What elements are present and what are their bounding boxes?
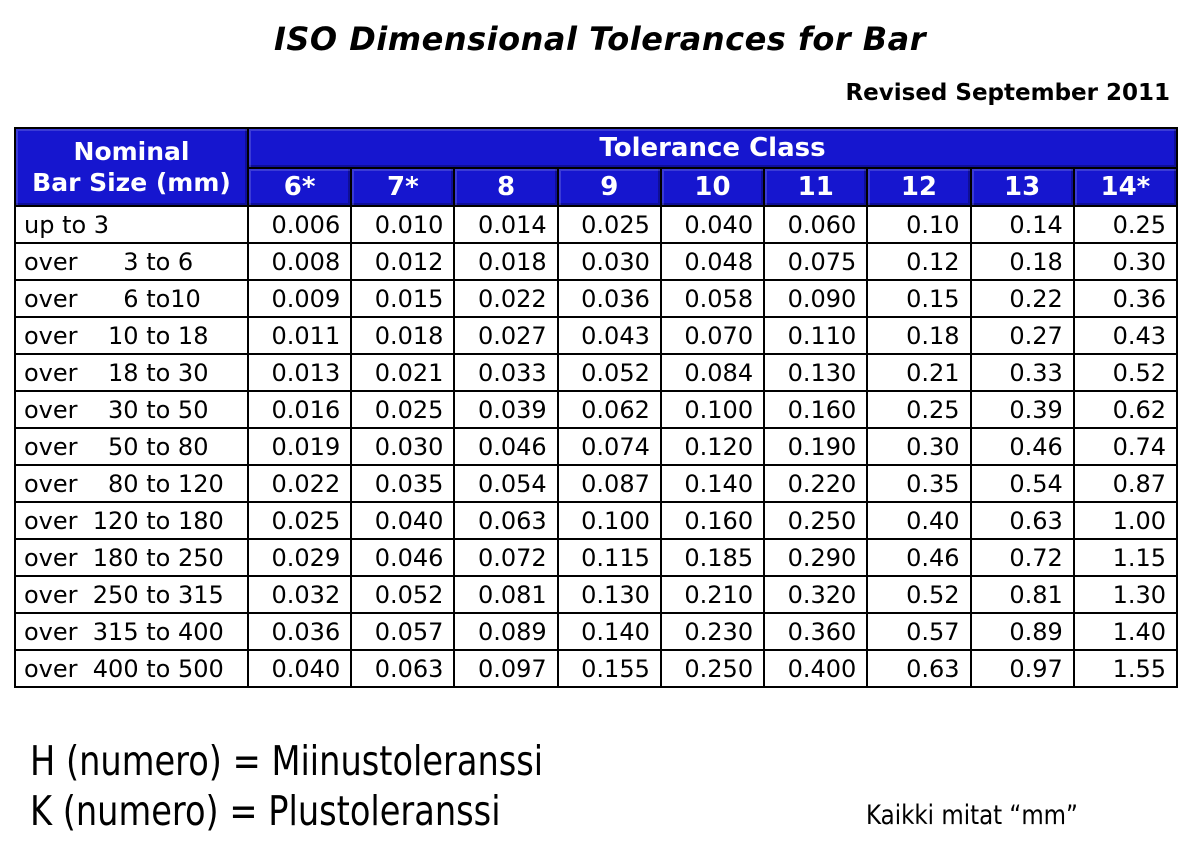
tolerance-value-cell: 0.15	[867, 280, 970, 317]
tolerance-value-cell: 0.081	[454, 576, 557, 613]
tolerance-table	[14, 127, 1178, 688]
bar-size-label: over 80 to 120	[15, 465, 248, 502]
bar-size-label: over 30 to 50	[15, 391, 248, 428]
legend-minus-tolerance: H (numero) = Miinustoleranssi	[30, 737, 544, 785]
class-column-header: 8	[454, 168, 557, 206]
tolerance-value-cell: 0.018	[454, 243, 557, 280]
tolerance-value-cell: 0.072	[454, 539, 557, 576]
tolerance-value-cell: 0.052	[558, 354, 661, 391]
tolerance-value-cell: 0.084	[661, 354, 764, 391]
bar-size-label: over 50 to 80	[15, 428, 248, 465]
bar-size-label: over 120 to 180	[15, 502, 248, 539]
tolerance-value-cell: 0.46	[971, 428, 1074, 465]
tolerance-value-cell: 0.018	[351, 317, 454, 354]
tolerance-value-cell: 0.060	[764, 206, 867, 243]
tolerance-value-cell: 0.087	[558, 465, 661, 502]
table-row	[15, 243, 1177, 280]
tolerance-value-cell: 1.15	[1074, 539, 1177, 576]
page-title: ISO Dimensional Tolerances for Bar	[273, 20, 927, 58]
tolerance-value-cell: 0.400	[764, 650, 867, 687]
tolerance-value-cell: 0.057	[351, 613, 454, 650]
tolerance-value-cell: 0.10	[867, 206, 970, 243]
tolerance-value-cell: 0.011	[248, 317, 351, 354]
tolerance-value-cell: 0.46	[867, 539, 970, 576]
class-column-header: 6*	[248, 168, 351, 206]
tolerance-value-cell: 0.63	[867, 650, 970, 687]
nominal-bar-size-header	[15, 128, 248, 206]
bar-size-label: over 10 to 18	[15, 317, 248, 354]
class-column-header: 10	[661, 168, 764, 206]
tolerance-value-cell: 0.046	[351, 539, 454, 576]
tolerance-value-cell: 0.27	[971, 317, 1074, 354]
tolerance-value-cell: 0.290	[764, 539, 867, 576]
tolerance-value-cell: 0.35	[867, 465, 970, 502]
table-header	[15, 128, 1177, 206]
tolerance-value-cell: 0.012	[351, 243, 454, 280]
table-row	[15, 428, 1177, 465]
tolerance-value-cell: 0.100	[661, 391, 764, 428]
tolerance-value-cell: 0.72	[971, 539, 1074, 576]
class-column-header: 13	[971, 168, 1074, 206]
bar-size-label: over 6 to10	[15, 280, 248, 317]
tolerance-value-cell: 0.18	[867, 317, 970, 354]
tolerance-value-cell: 0.033	[454, 354, 557, 391]
tolerance-value-cell: 0.155	[558, 650, 661, 687]
nominal-header-line2: Bar Size (mm)	[32, 168, 231, 197]
table-row	[15, 280, 1177, 317]
units-note: Kaikki mitat “mm”	[866, 800, 1078, 831]
class-column-header: 9	[558, 168, 661, 206]
tolerance-value-cell: 0.30	[867, 428, 970, 465]
tolerance-value-cell: 0.52	[1074, 354, 1177, 391]
tolerance-value-cell: 0.18	[971, 243, 1074, 280]
class-column-header: 11	[764, 168, 867, 206]
tolerance-value-cell: 0.032	[248, 576, 351, 613]
tolerance-value-cell: 1.40	[1074, 613, 1177, 650]
tolerance-value-cell: 0.040	[248, 650, 351, 687]
revision-date: Revised September 2011	[845, 80, 1170, 106]
nominal-header-line1: Nominal	[73, 136, 190, 166]
table-row	[15, 650, 1177, 687]
tolerance-value-cell: 0.160	[764, 391, 867, 428]
tolerance-value-cell: 0.190	[764, 428, 867, 465]
class-column-header: 7*	[351, 168, 454, 206]
tolerance-value-cell: 0.36	[1074, 280, 1177, 317]
tolerance-value-cell: 1.30	[1074, 576, 1177, 613]
tolerance-legend	[30, 736, 543, 836]
bar-size-label: over 250 to 315	[15, 576, 248, 613]
tolerance-value-cell: 0.43	[1074, 317, 1177, 354]
table-row	[15, 317, 1177, 354]
tolerance-value-cell: 0.57	[867, 613, 970, 650]
tolerance-value-cell: 0.008	[248, 243, 351, 280]
tolerance-value-cell: 0.30	[1074, 243, 1177, 280]
tolerance-value-cell: 0.140	[661, 465, 764, 502]
tolerance-value-cell: 0.030	[558, 243, 661, 280]
bar-size-label: over 315 to 400	[15, 613, 248, 650]
table-row	[15, 354, 1177, 391]
tolerance-value-cell: 0.036	[248, 613, 351, 650]
table-row	[15, 576, 1177, 613]
table-row	[15, 502, 1177, 539]
tolerance-value-cell: 0.220	[764, 465, 867, 502]
tolerance-value-cell: 0.063	[454, 502, 557, 539]
class-column-header: 14*	[1074, 168, 1177, 206]
tolerance-value-cell: 0.048	[661, 243, 764, 280]
tolerance-value-cell: 0.039	[454, 391, 557, 428]
tolerance-value-cell: 0.019	[248, 428, 351, 465]
table-row	[15, 465, 1177, 502]
tolerance-value-cell: 0.110	[764, 317, 867, 354]
tolerance-value-cell: 0.130	[558, 576, 661, 613]
tolerance-value-cell: 0.013	[248, 354, 351, 391]
tolerance-value-cell: 0.25	[1074, 206, 1177, 243]
tolerance-value-cell: 0.81	[971, 576, 1074, 613]
tolerance-value-cell: 0.89	[971, 613, 1074, 650]
tolerance-value-cell: 0.230	[661, 613, 764, 650]
tolerance-value-cell: 0.022	[454, 280, 557, 317]
tolerance-value-cell: 0.022	[248, 465, 351, 502]
tolerance-value-cell: 0.015	[351, 280, 454, 317]
tolerance-value-cell: 0.009	[248, 280, 351, 317]
tolerance-value-cell: 0.052	[351, 576, 454, 613]
tolerance-value-cell: 1.55	[1074, 650, 1177, 687]
tolerance-value-cell: 0.100	[558, 502, 661, 539]
tolerance-value-cell: 0.115	[558, 539, 661, 576]
tolerance-value-cell: 0.74	[1074, 428, 1177, 465]
tolerance-value-cell: 0.010	[351, 206, 454, 243]
tolerance-value-cell: 0.160	[661, 502, 764, 539]
class-column-header: 12	[867, 168, 970, 206]
tolerance-value-cell: 0.12	[867, 243, 970, 280]
tolerance-value-cell: 0.075	[764, 243, 867, 280]
tolerance-value-cell: 0.320	[764, 576, 867, 613]
bar-size-label: up to 3	[15, 206, 248, 243]
tolerance-value-cell: 0.130	[764, 354, 867, 391]
tolerance-value-cell: 0.210	[661, 576, 764, 613]
tolerance-value-cell: 0.040	[661, 206, 764, 243]
tolerance-value-cell: 0.070	[661, 317, 764, 354]
tolerance-value-cell: 0.63	[971, 502, 1074, 539]
table-row	[15, 539, 1177, 576]
tolerance-value-cell: 0.030	[351, 428, 454, 465]
table-row	[15, 613, 1177, 650]
tolerance-value-cell: 0.089	[454, 613, 557, 650]
table-row	[15, 391, 1177, 428]
tolerance-value-cell: 0.39	[971, 391, 1074, 428]
bar-size-label: over 400 to 500	[15, 650, 248, 687]
tolerance-value-cell: 0.62	[1074, 391, 1177, 428]
tolerance-value-cell: 0.058	[661, 280, 764, 317]
tolerance-value-cell: 0.090	[764, 280, 867, 317]
tolerance-value-cell: 0.016	[248, 391, 351, 428]
tolerance-value-cell: 0.021	[351, 354, 454, 391]
tolerance-value-cell: 0.006	[248, 206, 351, 243]
tolerance-value-cell: 0.360	[764, 613, 867, 650]
tolerance-value-cell: 0.21	[867, 354, 970, 391]
tolerance-value-cell: 0.22	[971, 280, 1074, 317]
tolerance-value-cell: 0.250	[764, 502, 867, 539]
tolerance-value-cell: 0.140	[558, 613, 661, 650]
tolerance-value-cell: 0.062	[558, 391, 661, 428]
bar-size-label: over 180 to 250	[15, 539, 248, 576]
tolerance-value-cell: 0.40	[867, 502, 970, 539]
tolerance-value-cell: 0.87	[1074, 465, 1177, 502]
tolerance-value-cell: 0.120	[661, 428, 764, 465]
tolerance-value-cell: 1.00	[1074, 502, 1177, 539]
table-body	[15, 206, 1177, 687]
tolerance-value-cell: 0.063	[351, 650, 454, 687]
tolerance-value-cell: 0.025	[351, 391, 454, 428]
tolerance-value-cell: 0.25	[867, 391, 970, 428]
tolerance-value-cell: 0.054	[454, 465, 557, 502]
tolerance-value-cell: 0.52	[867, 576, 970, 613]
tolerance-value-cell: 0.035	[351, 465, 454, 502]
tolerance-class-header: Tolerance Class	[248, 128, 1177, 168]
tolerance-value-cell: 0.014	[454, 206, 557, 243]
bar-size-label: over 3 to 6	[15, 243, 248, 280]
tolerance-value-cell: 0.025	[558, 206, 661, 243]
tolerance-value-cell: 0.97	[971, 650, 1074, 687]
tolerance-value-cell: 0.14	[971, 206, 1074, 243]
tolerance-value-cell: 0.33	[971, 354, 1074, 391]
tolerance-value-cell: 0.54	[971, 465, 1074, 502]
table-row	[15, 206, 1177, 243]
tolerance-value-cell: 0.036	[558, 280, 661, 317]
tolerance-value-cell: 0.046	[454, 428, 557, 465]
bar-size-label: over 18 to 30	[15, 354, 248, 391]
tolerance-value-cell: 0.074	[558, 428, 661, 465]
tolerance-value-cell: 0.043	[558, 317, 661, 354]
tolerance-value-cell: 0.040	[351, 502, 454, 539]
tolerance-value-cell: 0.185	[661, 539, 764, 576]
tolerance-value-cell: 0.029	[248, 539, 351, 576]
tolerance-value-cell: 0.250	[661, 650, 764, 687]
tolerance-value-cell: 0.097	[454, 650, 557, 687]
tolerance-value-cell: 0.025	[248, 502, 351, 539]
legend-plus-tolerance: K (numero) = Plustoleranssi	[30, 787, 501, 835]
tolerance-value-cell: 0.027	[454, 317, 557, 354]
